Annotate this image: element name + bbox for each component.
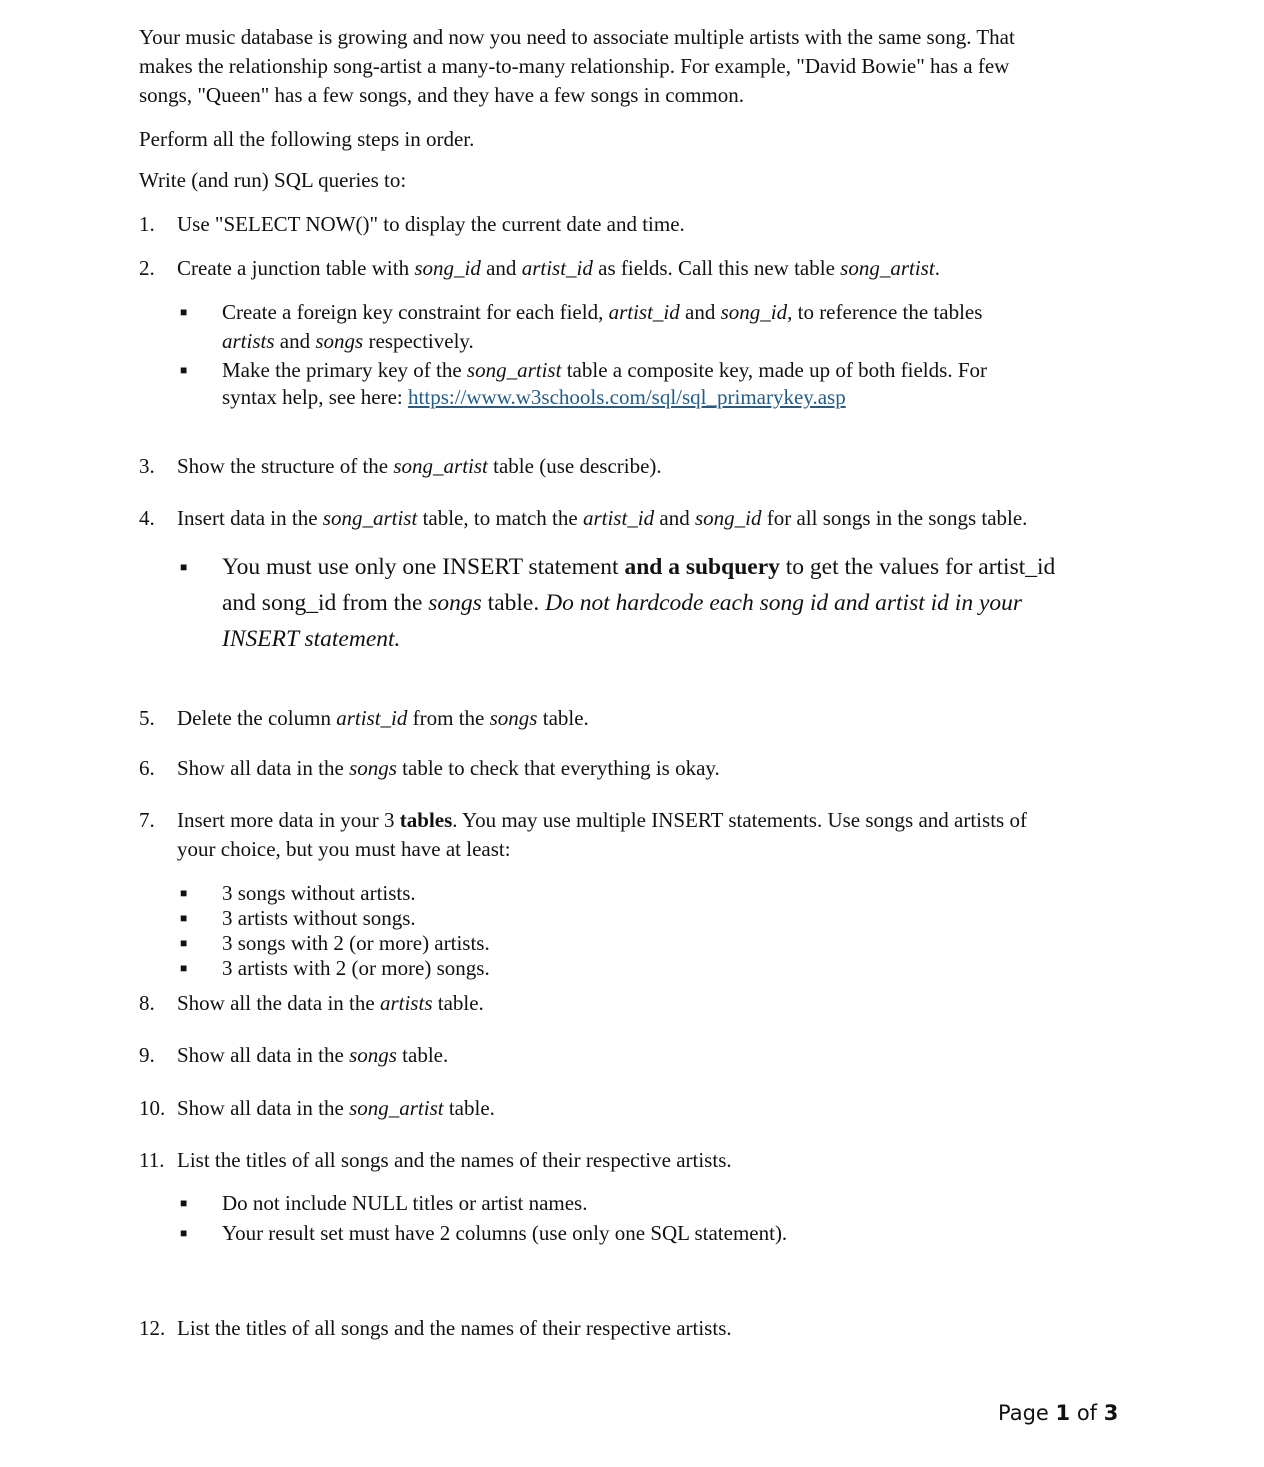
sub-item: 3 songs without artists. [222,881,416,905]
item-number: 6. [139,756,155,780]
list-item: Use "SELECT NOW()" to display the current date and time. [177,212,685,236]
bullet-icon: ■ [180,961,188,975]
sub-item: Create a foreign key constraint for each field, artist_id and song_id, to reference the tables [222,300,983,324]
item-number: 12. [139,1316,166,1340]
list-item: Delete the column artist_id from the songs table. [177,706,589,730]
bullet-icon: ■ [180,1226,188,1240]
sub-item: You must use only one INSERT statement and a subquery to get the values for artist_id [222,554,1056,580]
sub-item: 3 artists with 2 (or more) songs. [222,956,490,980]
list-item: Insert data in the song_artist table, to match the artist_id and song_id for all songs in the songs table. [177,506,1028,530]
bullet-icon: ■ [180,363,188,377]
page-number: Page 1 of 3 [998,1401,1119,1425]
bullet-icon: ■ [180,886,188,900]
sub-item: syntax help, see here: https://www.w3schools.com/sql/sql_primarykey.asp [222,385,846,409]
sub-item: and song_id from the songs table. Do not hardcode each song id and artist id in your [222,590,1023,616]
bullet-icon: ■ [180,1196,188,1210]
item-number: 4. [139,506,155,530]
list-item: List the titles of all songs and the names of their respective artists. [177,1316,732,1340]
sub-item: Make the primary key of the song_artist table a composite key, made up of both fields. For [222,358,987,382]
sub-item: Do not include NULL titles or artist names. [222,1191,588,1215]
item-number: 1. [139,212,155,236]
list-item: Show all data in the songs table. [177,1043,449,1067]
item-number: 3. [139,454,155,478]
list-item: Show all the data in the artists table. [177,991,484,1015]
list-item: your choice, but you must have at least: [177,837,511,861]
instruction-line: Write (and run) SQL queries to: [139,168,407,192]
bullet-icon: ■ [180,911,188,925]
intro-line: songs, "Queen" has a few songs, and they have a few songs in common. [139,83,745,107]
list-item: Insert more data in your 3 tables. You may use multiple INSERT statements. Use songs and artists of [177,808,1027,832]
item-number: 2. [139,256,155,280]
instruction-line: Perform all the following steps in order. [139,127,475,151]
sub-item: INSERT statement. [222,626,401,652]
item-number: 11. [139,1148,165,1172]
bullet-icon: ■ [180,936,188,950]
intro-line: Your music database is growing and now you need to associate multiple artists with the same song. That [139,25,1015,49]
list-item: Show the structure of the song_artist table (use describe). [177,454,662,478]
sub-item: Your result set must have 2 columns (use only one SQL statement). [222,1221,788,1245]
item-number: 8. [139,991,155,1015]
list-item: Show all data in the song_artist table. [177,1096,495,1120]
item-number: 9. [139,1043,155,1067]
sub-item: artists and songs respectively. [222,329,474,353]
item-number: 10. [139,1096,166,1120]
item-number: 7. [139,808,155,832]
sub-item: 3 artists without songs. [222,906,416,930]
sub-item: 3 songs with 2 (or more) artists. [222,931,490,955]
bullet-icon: ■ [180,305,188,319]
bullet-icon: ■ [180,560,188,574]
item-number: 5. [139,706,155,730]
intro-line: makes the relationship song-artist a many-to-many relationship. For example, "David Bowie" has a few [139,54,1010,78]
list-item: Create a junction table with song_id and artist_id as fields. Call this new table song_artist. [177,256,940,280]
primary-key-help-link[interactable]: https://www.w3schools.com/sql/sql_primarykey.asp [408,385,846,409]
list-item: List the titles of all songs and the names of their respective artists. [177,1148,732,1172]
list-item: Show all data in the songs table to check that everything is okay. [177,756,720,780]
